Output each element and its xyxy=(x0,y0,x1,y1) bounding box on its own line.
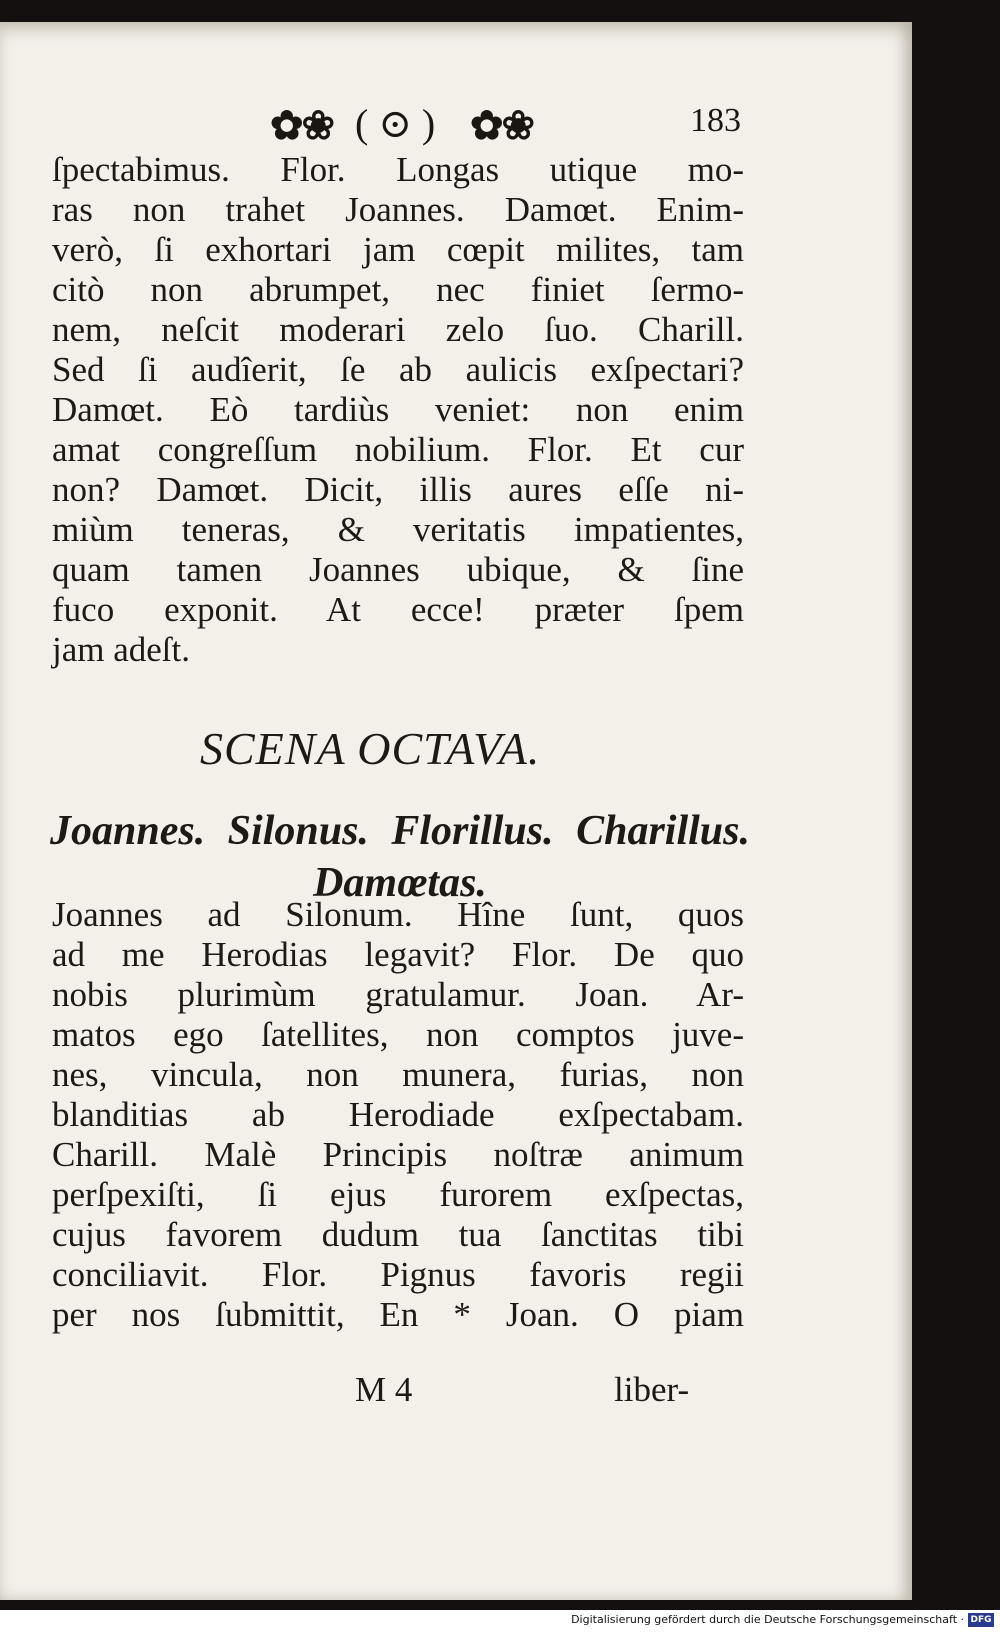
text-line: matos ego ſatellites, non comptos juve- xyxy=(52,1015,744,1054)
text-line: Joannes ad Silonum. Hîne ſunt, quos xyxy=(52,895,744,934)
text-line: perſpexiſti, ſi ejus furorem exſpectas, xyxy=(52,1175,744,1214)
text-line: conciliavit. Flor. Pignus favoris regii xyxy=(52,1255,744,1294)
text-line: blanditias ab Herodiade exſpectabam. xyxy=(52,1095,744,1134)
text-line: nobis plurimùm gratulamur. Joan. Ar- xyxy=(52,975,744,1014)
ornament-right: ✿❀ xyxy=(470,103,534,148)
dramatis-personae xyxy=(50,805,750,909)
running-header xyxy=(270,100,770,150)
text-line: cujus favorem dudum tua ſanctitas tibi xyxy=(52,1215,744,1254)
text-line: Sed ſi audîerit, ſe ab aulicis exſpectari? xyxy=(52,350,744,389)
ornament-left: ✿❀ xyxy=(270,103,334,148)
text-block-2 xyxy=(52,895,744,1335)
text-line: ad me Herodias legavit? Flor. De quo xyxy=(52,935,744,974)
text-line: Damœt. Eò tardiùs veniet: non enim xyxy=(52,390,744,429)
persons-line: Joannes. Silonus. Florillus. Charillus. xyxy=(50,808,750,854)
text-line: jam adeſt. xyxy=(52,630,191,669)
funding-credit: Digitalisierung gefördert durch die Deutsche Forschungsgemeinschaft · xyxy=(571,1613,964,1626)
text-line: verò, ſi exhortari jam cœpit milites, tam xyxy=(52,230,744,269)
text-line: nes, vincula, non munera, furias, non xyxy=(52,1055,744,1094)
header-mark: ( ⊙ ) xyxy=(355,101,436,146)
text-line: amat congreſſum nobilium. Flor. Et cur xyxy=(52,430,744,469)
text-line: non? Damœt. Dicit, illis aures eſſe ni- xyxy=(52,470,744,509)
page-number: 183 xyxy=(690,102,741,139)
text-line: ſpectabimus. Flor. Longas utique mo- xyxy=(52,150,744,189)
text-line: citò non abrumpet, nec finiet ſermo- xyxy=(52,270,744,309)
text-block-1 xyxy=(52,150,744,670)
dfg-logo-icon: DFG xyxy=(968,1613,994,1627)
text-line: ras non trahet Joannes. Damœt. Enim- xyxy=(52,190,744,229)
catchword: liber- xyxy=(614,1370,690,1409)
text-line: fuco exponit. At ecce! præter ſpem xyxy=(52,590,744,629)
text-line: per nos ſubmittit, En * Joan. O piam xyxy=(52,1295,744,1334)
text-line: miùm teneras, & veritatis impatientes, xyxy=(52,510,744,549)
scene-title: SCENA OCTAVA. xyxy=(200,723,541,774)
signature-mark: M 4 xyxy=(355,1370,413,1409)
text-line: Charill. Malè Principis noſtræ animum xyxy=(52,1135,744,1174)
persons-line: Damœtas. xyxy=(313,860,487,906)
credit-bar xyxy=(0,1610,1000,1632)
text-line: quam tamen Joannes ubique, & ſine xyxy=(52,550,744,589)
text-line: nem, neſcit moderari zelo ſuo. Charill. xyxy=(52,310,744,349)
